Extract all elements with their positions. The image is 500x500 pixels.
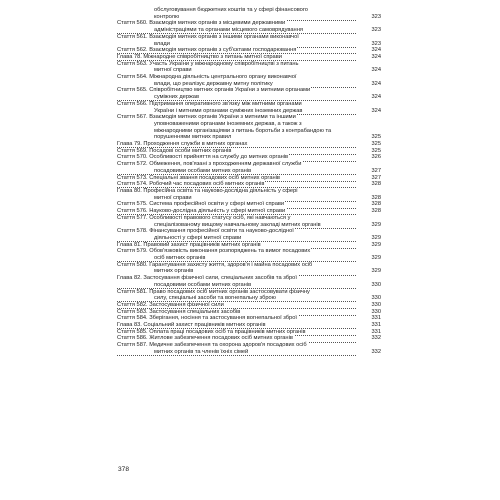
- toc-entry-text: Глава 79. Проходження служби в митних органах: [117, 141, 248, 148]
- toc-entry-line: [117, 342, 381, 349]
- toc-page-number: 330: [371, 281, 381, 288]
- toc-entry-line: [117, 34, 381, 41]
- toc-page-number: 328: [371, 208, 381, 215]
- toc-page-number: 329: [371, 241, 381, 248]
- toc-entry-text: влади: [154, 40, 170, 47]
- toc-page-number: 329: [371, 255, 381, 262]
- toc-entry-text: контролю: [154, 13, 180, 20]
- toc-entry-line: [117, 201, 381, 208]
- toc-entry-text: діяльності у сфері митної справи: [154, 234, 242, 241]
- toc-page-number: 325: [371, 141, 381, 148]
- toc-entry-text: Стаття 563. Участь України у міжнародному співробітництві з питань: [117, 60, 299, 67]
- toc-entry-text: Стаття 584. Зберігання, носіння та застосування вогнепальної зброї: [117, 315, 297, 322]
- toc-entry-line: [117, 61, 381, 68]
- toc-entry-line: [117, 181, 381, 188]
- toc-entry-text: митних органів та членів їхніх сімей: [154, 348, 249, 355]
- toc-page-number: 331: [371, 322, 381, 329]
- toc-entry-text: Стаття 582. Застосування фізичної сили: [117, 301, 224, 308]
- toc-entry-text: Стаття 561. Взаємодія митних органів з іншими органами виконавчої: [117, 33, 299, 40]
- toc-entry-text: Стаття 587. Медичне забезпечення та охорона здоров'я посадових осіб: [117, 342, 307, 349]
- toc-entry-text: Стаття 573. Спеціальні звання посадових осіб митних органів: [117, 174, 280, 181]
- toc-entry-text: Стаття 585. Оплата праці посадових осіб та працівників митних органів: [117, 328, 306, 335]
- toc-entry-line: [117, 94, 381, 101]
- toc-entry-text: посадовими особами митних органів: [154, 281, 252, 288]
- toc-entry-text: Стаття 567. Взаємодія митних органів України з митними та іншими: [117, 114, 296, 121]
- toc-entry-text: Стаття 564. Міжнародна діяльність центрального органу виконавчої: [117, 74, 297, 81]
- toc-entry-line: [117, 335, 381, 342]
- toc-entry-line: [117, 134, 381, 141]
- toc-entry-text: митної справи: [154, 67, 192, 74]
- toc-entry-text: Стаття 569. Посадові особи митних органів: [117, 147, 232, 154]
- toc-entry-text: Стаття 583. Застосування спеціальних засобів: [117, 308, 241, 315]
- toc-page-number: 323: [371, 40, 381, 47]
- toc-entry-line: [117, 349, 381, 356]
- toc-entry-line: [117, 74, 381, 81]
- toc-entry-text: митних органів: [154, 268, 194, 275]
- toc-entry-text: суміжних держав: [154, 94, 199, 101]
- page-number: 378: [118, 466, 130, 473]
- toc-entry-text: посадовими особами митних органів: [154, 167, 252, 174]
- toc-entry-text: Стаття 577. Особливості правового статусу осіб, які навчаються у: [117, 214, 291, 221]
- table-of-contents: [117, 7, 381, 356]
- toc-entry-text: Стаття 586. Житлове забезпечення посадових осіб митних органів: [117, 335, 293, 342]
- toc-entry-line: [117, 27, 381, 34]
- toc-page-number: 325: [371, 134, 381, 141]
- toc-page-number: 324: [371, 80, 381, 87]
- toc-page-number: 331: [371, 328, 381, 335]
- toc-page-number: 328: [371, 201, 381, 208]
- toc-page-number: 323: [371, 27, 381, 34]
- toc-entry-text: Стаття 572. Обмеження, пов'язані з проходженням державної служби: [117, 161, 302, 168]
- toc-entry-line: [117, 208, 381, 215]
- toc-entry-line: [117, 14, 381, 21]
- toc-entry-text: силу, спеціальні засоби та вогнепальну зброю: [154, 295, 276, 302]
- toc-page-number: 325: [371, 147, 381, 154]
- toc-entry-text: Стаття 560. Взаємодія митних органів з місцевими державними: [117, 20, 286, 27]
- toc-entry-line: [117, 20, 381, 27]
- toc-entry-line: [117, 302, 381, 309]
- toc-entry-text: порушеннями митних правил: [154, 134, 232, 141]
- toc-entry-text: Глава 80. Професійна освіта та науково-дослідна діяльність у сфері: [117, 187, 298, 194]
- toc-page-number: 330: [371, 308, 381, 315]
- toc-page-number: 332: [371, 335, 381, 342]
- toc-entry-line: [117, 295, 381, 302]
- toc-entry-text: спеціалізованому вищому навчальному закладі митних органів: [154, 221, 321, 228]
- toc-entry-line: [117, 322, 381, 329]
- toc-entry-line: [117, 121, 381, 128]
- toc-entry-line: [117, 235, 381, 242]
- toc-entry-line: [117, 168, 381, 175]
- toc-entry-text: митної справи: [154, 194, 192, 201]
- toc-entry-line: [117, 275, 381, 282]
- toc-entry-text: України і митними органами суміжних іноземних держав: [154, 107, 303, 114]
- toc-entry-line: [117, 41, 381, 48]
- toc-entry-text: Глава 78. Міжнародне співробітництво з питань митної справи: [117, 53, 282, 60]
- toc-page-number: 329: [371, 234, 381, 241]
- toc-entry-text: Глава 83. Соціальний захист працівників митних органів: [117, 322, 266, 329]
- toc-entry-line: [117, 54, 381, 61]
- toc-entry-text: Стаття 566. Підтримання оперативного зв'язку між митними органами: [117, 100, 302, 107]
- toc-page-number: 330: [371, 295, 381, 302]
- toc-entry-text: влади, що реалізує державну митну політику: [154, 80, 273, 87]
- toc-page-number: 328: [371, 194, 381, 201]
- toc-page-number: 327: [371, 167, 381, 174]
- toc-entry-text: Стаття 581. Право посадових осіб митних органів застосовувати фізичну: [117, 288, 310, 295]
- toc-entry-line: [117, 114, 381, 121]
- toc-entry-line: [117, 329, 381, 336]
- toc-page-number: 324: [371, 94, 381, 101]
- toc-entry-line: [117, 215, 381, 222]
- toc-page-number: 327: [371, 174, 381, 181]
- toc-entry-line: [117, 282, 381, 289]
- toc-entry-line: [117, 242, 381, 249]
- toc-page-number: 324: [371, 107, 381, 114]
- toc-entry-line: [117, 108, 381, 115]
- toc-entry-text: уповноваженими органами іноземних держав, а також з: [154, 120, 302, 127]
- toc-entry-line: [117, 128, 381, 135]
- toc-entry-line: [117, 248, 381, 255]
- toc-entry-line: [117, 161, 381, 168]
- toc-page-number: 329: [371, 268, 381, 275]
- toc-page-number: 324: [371, 47, 381, 54]
- toc-entry-text: Стаття 578. Фінансування професійної освіти та науково-дослідної: [117, 228, 294, 235]
- toc-entry-text: Стаття 580. Гарантування захисту життя, здоров'я і майна посадових осіб: [117, 261, 313, 268]
- toc-entry-line: [117, 141, 381, 148]
- toc-entry-text: Стаття 579. Обов'язковість виконання розпоряджень та вимог посадових: [117, 248, 311, 255]
- toc-entry-text: Стаття 570. Особливості прийняття на службу до митних органів: [117, 154, 289, 161]
- toc-entry-text: Глава 82. Застосування фізичної сили, спеціальних засобів та зброї: [117, 275, 297, 282]
- toc-page-number: 326: [371, 154, 381, 161]
- toc-entry-text: адміністраціями та органами місцевого самоврядування: [154, 27, 303, 34]
- toc-entry-line: [117, 268, 381, 275]
- toc-entry-line: [117, 255, 381, 262]
- toc-entry-text: Глава 81. Правовий захист працівників митних органів: [117, 241, 261, 248]
- toc-entry-line: [117, 309, 381, 316]
- toc-entry-text: Стаття 574. Робочий час посадових осіб митних органів: [117, 181, 265, 188]
- toc-entry-line: [117, 228, 381, 235]
- toc-page-number: 331: [371, 315, 381, 322]
- toc-entry-text: Стаття 562. Взаємодія митних органів з суб'єктами господарювання: [117, 47, 297, 54]
- toc-page-number: 324: [371, 53, 381, 60]
- toc-entry-line: [117, 262, 381, 269]
- toc-entry-text: осіб митних органів: [154, 255, 206, 262]
- toc-entry-text: Стаття 575. Система професійної освіти у сфері митної справи: [117, 201, 285, 208]
- toc-page-number: 330: [371, 301, 381, 308]
- toc-page-number: 332: [371, 348, 381, 355]
- toc-entry-text: Стаття 576. Науково-дослідна діяльність у сфері митної справи: [117, 208, 286, 215]
- toc-entry-line: [117, 87, 381, 94]
- toc-entry-line: [117, 47, 381, 54]
- toc-entry-line: [117, 289, 381, 296]
- toc-entry-line: [117, 81, 381, 88]
- toc-entry-line: [117, 101, 381, 108]
- toc-entry-line: [117, 188, 381, 195]
- toc-entry-text: обслуговування бюджетних коштів та у сфері фінансового: [154, 7, 308, 13]
- toc-entry-text: міжнародними організаціями з питань боротьби з контрабандою та: [154, 127, 332, 134]
- toc-entry-text: Стаття 565. Співробітництво митних органів України з митними органами: [117, 87, 311, 94]
- toc-entry-line: [117, 154, 381, 161]
- toc-page-number: 328: [371, 181, 381, 188]
- toc-page-number: 324: [371, 67, 381, 74]
- toc-entry-line: [117, 67, 381, 74]
- toc-page-number: 329: [371, 221, 381, 228]
- toc-page-number: 323: [371, 13, 381, 20]
- toc-entry-line: [117, 7, 381, 14]
